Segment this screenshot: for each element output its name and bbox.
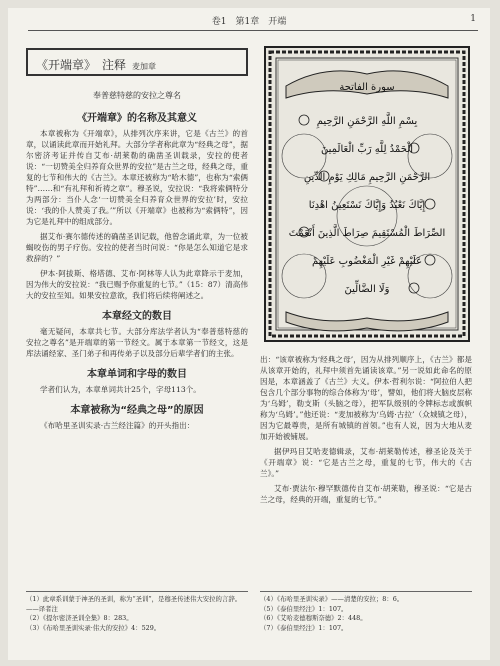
running-header	[8, 14, 490, 30]
section-heading-verse-count: 本章经文的数目	[102, 311, 172, 322]
right-column	[260, 354, 472, 509]
surah-name: سورة الفاتحة	[339, 82, 395, 93]
verse-4: إِيَّاكَ نَعْبُدُ وَإِيَّاكَ نَسْتَعِينُ اهْدِنَا	[308, 200, 426, 211]
book-page	[8, 8, 490, 660]
header-rule	[28, 30, 478, 31]
running-title: 卷1 第1章 开端	[211, 17, 287, 27]
chapter-origin: 麦加章	[132, 62, 157, 71]
footnote: （4）《布哈里圣训实录》——清楚的安拉；8：6。	[260, 595, 404, 603]
paragraph: 学者们认为，本章单词共计25个，字母113个。	[40, 385, 201, 394]
chapter-title-box	[26, 48, 248, 76]
footnote: （6）《艾哈麦德穆斯奈德》2：448。	[260, 614, 367, 623]
verse-1: بِسْمِ اللَّهِ الرَّحْمَنِ الرَّحِيمِ	[316, 116, 418, 127]
footnotes-right	[260, 591, 472, 633]
paragraph: 据伊玛目艾哈麦德辑录，艾布·胡莱勒传述，穆圣论及关于《开端章》说：“它是古兰之母，重复的七节，伟大的《古兰》。”	[260, 447, 472, 478]
section-heading-mother-of-book: 本章被称为“经典之母”的原因	[70, 405, 204, 416]
verse-3: الرَّحْمَنِ الرَّحِيمِ مَالِكِ يَوْمِ الدِّينِ	[303, 172, 431, 183]
section-heading-word-count: 本章单词和字母的数目	[87, 369, 187, 380]
verse-2: الْحَمْدُ لِلَّهِ رَبِّ الْعَالَمِينَ	[321, 144, 413, 155]
section-heading-names: 《开端章》的名称及其意义	[77, 113, 197, 124]
footnote: （1）此章系训蒙于神圣的圣训，称为“圣训”，是穆圣传述伟大安拉的言辞。——译者注	[26, 595, 242, 613]
chapter-subtitle: 注释	[102, 58, 127, 72]
verse-7: وَلَا الضَّالِّينَ	[344, 284, 390, 295]
verse-6: عَلَيْهِمْ غَيْرِ الْمَغْضُوبِ عَلَيْهِمْ	[311, 256, 423, 267]
paragraph: 伊本·阿拔斯、格塔德、艾布·阿林等人认为此章降示于麦加，因为伟大的安拉说：“我已赐予你重复的七节。”（15：87）清高伟大的安拉至知。如果安拉意欲，我们将后续将阐述之。	[26, 269, 248, 300]
page-number: 1	[470, 14, 476, 24]
paragraph: 毫无疑问，本章共七节。大部分库法学者认为“奉普慈特慈的安拉之尊名”是开端章的第一节经文。属于本章第一节经文，这是库法诵经家、圣门弟子和再传弟子以及部分后辈学者们的主张。	[26, 327, 248, 358]
dedication-line: 奉普慈特慈的安拉之尊名	[93, 91, 181, 100]
footnote: （7）《泰伯里经注》1：107。	[260, 623, 348, 632]
footnotes-left	[26, 591, 248, 633]
paragraph: 据艾布·赛尔德传述的确凿圣训记载，他曾念诵此章，为一位被蝎咬伤的男子疗伤。安拉的使者当时问说：“你是怎么知道它是求救辞的？”	[26, 232, 248, 263]
left-column	[26, 48, 248, 435]
paragraph: 《布哈里圣训实录·古兰经注篇》的开头指出：	[40, 421, 195, 430]
footnote: （5）《泰伯里经注》1：107。	[260, 604, 348, 613]
verse-5: الصِّرَاطَ الْمُسْتَقِيمَ صِرَاطَ الَّذِينَ أَنْعَمْتَ	[288, 228, 446, 239]
chapter-title: 《开端章》	[36, 58, 97, 72]
paragraph: 本章被称为《开端章》，从排列次序来讲，它是《古兰》的首章，以诵读此章而开始礼拜。大部分学者称此章为“经典之母”，据尔密济考证并传自艾布·胡莱勒的确凿圣训载录，安拉的使者说：“一切赞美全归养育众世界的安拉”是古兰之母，经典之母，重复的七节和伟大的《古兰》。本章还被称为“哈木德”，也称为“索俩特”……和“有礼拜和祈祷之章”。穆圣说，安拉说：“我将索俩特分为两部分：当仆人念‘一切赞美全归养育众世界的安拉’时，安拉说：‘我的仆人赞美了我。’”所以《开端章》也被称为“索俩特”，因为它是礼拜中的组成部分。	[26, 129, 248, 226]
paragraph: 艾布·贾法尔·穆罕默德传自艾布·胡莱勒，穆圣说：“它是古兰之母，经典的开端，重复的七节。”	[260, 484, 472, 504]
paragraph: 出：“该章被称为‘经典之母’，因为从排列顺序上，《古兰》都是从该章开始的，礼拜中须首先诵读该章。”另一说如此命名的原因是，本章涵盖了《古兰》大义。伊本·哲利尔说：“阿拉伯人把包含几个部分事物的综合体称为‘母’，譬如，他们将大脑皮层称为‘乌姆’，勒支斯（头脑之母），把军队级别的令牌标志或旗帜称为‘乌姆’。”他还说：“麦加被称为‘乌姆·古拉’（众城镇之母），因为它最尊贵，是所有城镇的首领。”也有人说，因为大地从麦加开始被铺展。	[260, 355, 472, 441]
quran-calligraphy-panel	[264, 46, 470, 342]
footnote: （2）《提尔密济圣训全集》8：283。	[26, 614, 133, 623]
footnote: （3）《布哈里圣训实录·伟大的安拉》4：529。	[26, 623, 161, 632]
